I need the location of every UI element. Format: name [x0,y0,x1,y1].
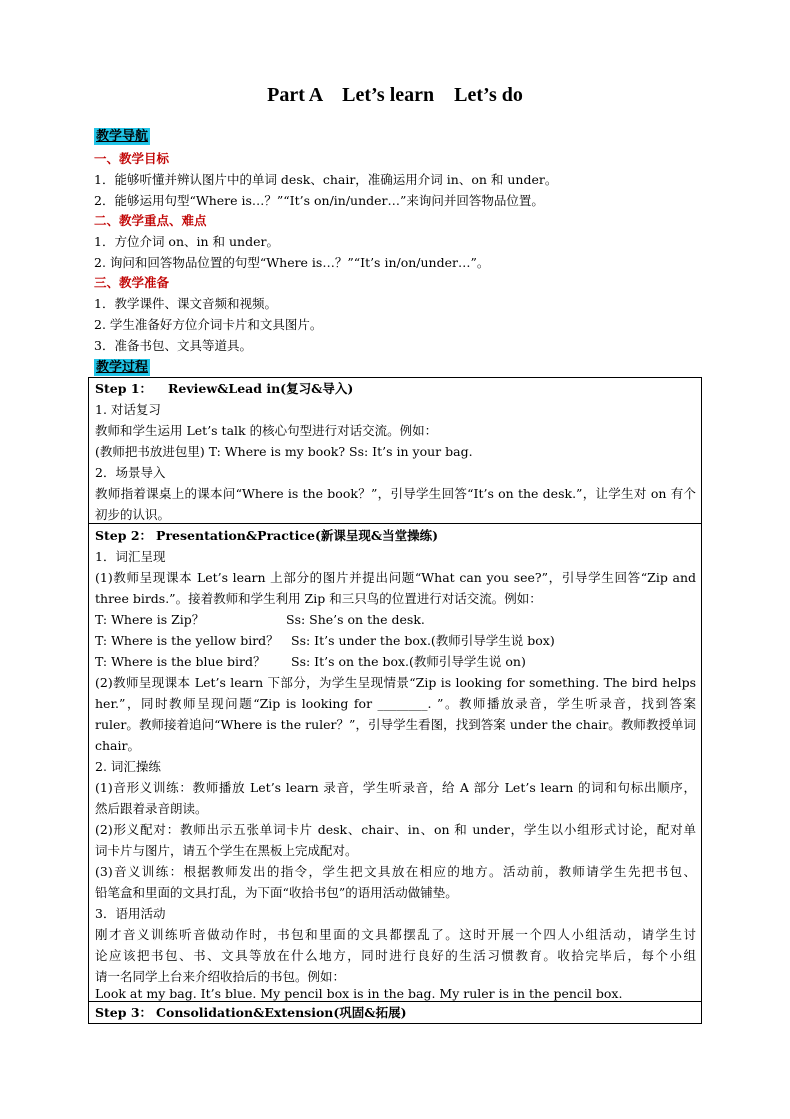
step2-line: three birds.”。接着教师和学生利用 Zip 和三只鸟的位置进行对话交流。例如： [95,591,542,606]
dialogue-students: Ss: She’s on the desk. [286,612,425,627]
step2-line: (2)教师呈现课本 Let’s learn 下部分，为学生呈现情景“Zip is looking for something. The bird helps [95,675,696,690]
step1-heading [95,380,353,398]
step3-heading [95,1004,407,1022]
step2-line: 铅笔盒和里面的文具打乱，为下面“收拾书包”的语用活动做铺垫。 [95,885,458,900]
step2-line: (3)音义训练：根据教师发出的指令，学生把文具放在相应的地方。活动前，教师请学生先把书包、 [95,864,696,879]
dialogue-teacher: T: Where is the blue bird？ [95,654,266,669]
step2-line: (1)音形义训练：教师播放 Let’s learn 录音，学生听录音，给 A 部分 Let’s learn 的词和句标出顺序， [95,780,696,795]
nav-heading: 教学导航 [96,129,149,144]
step2-line: 请一名同学上台来介绍收拾后的书包。例如： [95,969,346,984]
step2-subheading: 3．语用活动 [95,906,166,921]
step2-line: 刚才音义训练听音做动作时，书包和里面的文具都摆乱了。这时开展一个四人小组活动，请学生讨 [95,927,696,942]
process-heading: 教学过程 [96,360,149,375]
key-point-item: 1．方位介词 on、in 和 under。 [94,234,279,249]
dialogue-students: Ss: It’s on the box.(教师引导学生说 on) [291,654,526,669]
step2-subheading: 1．词汇呈现 [95,549,166,564]
preparation-item: 1．教学课件、课文音频和视频。 [94,296,277,311]
step2-line: (2)形义配对：教师出示五张单词卡片 desk、chair、in、on 和 under，学生以小组形式讨论，配对单 [95,822,696,837]
step2-label: Step 2： [95,528,153,543]
objectives-heading: 一、教学目标 [94,151,170,166]
step3-label: Step 3： [95,1005,153,1020]
step2-line: ruler。教师接着追问“Where is the ruler？”，引导学生看图，找到答案 under the chair。教师教授单词 [95,717,696,732]
step2-line: 论应该把书包、书、文具等放在什么地方，同时进行良好的生活习惯教育。收拾完毕后，每个小组 [95,948,696,963]
preparation-item: 3．准备书包、文具等道具。 [94,338,252,353]
step3-title: Consolidation&Extension(巩固&拓展) [156,1005,407,1020]
step1-line: 教师指着课桌上的课本问“Where is the book？”，引导学生回答“It’s on the desk.”，让学生对 on 有个 [95,486,696,501]
step2-line: 词卡片与图片，请五个学生在黑板上完成配对。 [95,843,358,858]
step1-line: 2．场景导入 [95,465,166,480]
step2-line: her.”，同时教师呈现问题“Zip is looking for ________. ”。教师播放录音，学生听录音，找到答案 [95,696,696,711]
page-title: Part A Let’s learn Let’s do [267,84,523,106]
step2-line: chair。 [95,738,140,753]
dialogue-students: Ss: It’s under the box.(教师引导学生说 box) [291,633,555,648]
step2-subheading: 2. 词汇操练 [95,759,161,774]
dialogue-teacher: T: Where is Zip？ [95,612,205,627]
step1-line: (教师把书放进包里) T: Where is my book? Ss: It’s in your bag. [95,444,473,459]
dialogue-teacher: T: Where is the yellow bird？ [95,633,279,648]
step1-line: 1. 对话复习 [95,402,161,417]
step1-label: Step 1： [95,381,153,396]
step1-line: 教师和学生运用 Let’s talk 的核心句型进行对话交流。例如： [95,423,438,438]
key-points-heading: 二、教学重点、难点 [94,213,207,228]
step2-line: (1)教师呈现课本 Let’s learn 上部分的图片并提出问题“What can you see?”，引导学生回答“Zip and [95,570,696,585]
step1-line: 初步的认识。 [95,507,171,522]
step2-title: Presentation&Practice(新课呈现&当堂操练) [156,528,439,543]
preparation-item: 2. 学生准备好方位介词卡片和文具图片。 [94,317,323,332]
step2-line: 然后跟着录音朗读。 [95,801,208,816]
key-point-item: 2. 询问和回答物品位置的句型“Where is…？”“It’s in/on/under…”。 [94,255,490,270]
step2-line: Look at my bag. It’s blue. My pencil box is in the bag. My ruler is in the pencil box. [95,986,623,1001]
objective-item: 1．能够听懂并辨认图片中的单词 desk、chair，准确运用介词 in、on 和 under。 [94,172,558,187]
step2-heading [95,527,438,545]
step1-title: Review&Lead in(复习&导入) [168,381,354,396]
preparation-heading: 三、教学准备 [94,275,170,290]
objective-item: 2．能够运用句型“Where is…？”“It’s on/in/under…”来询问并回答物品位置。 [94,193,544,208]
